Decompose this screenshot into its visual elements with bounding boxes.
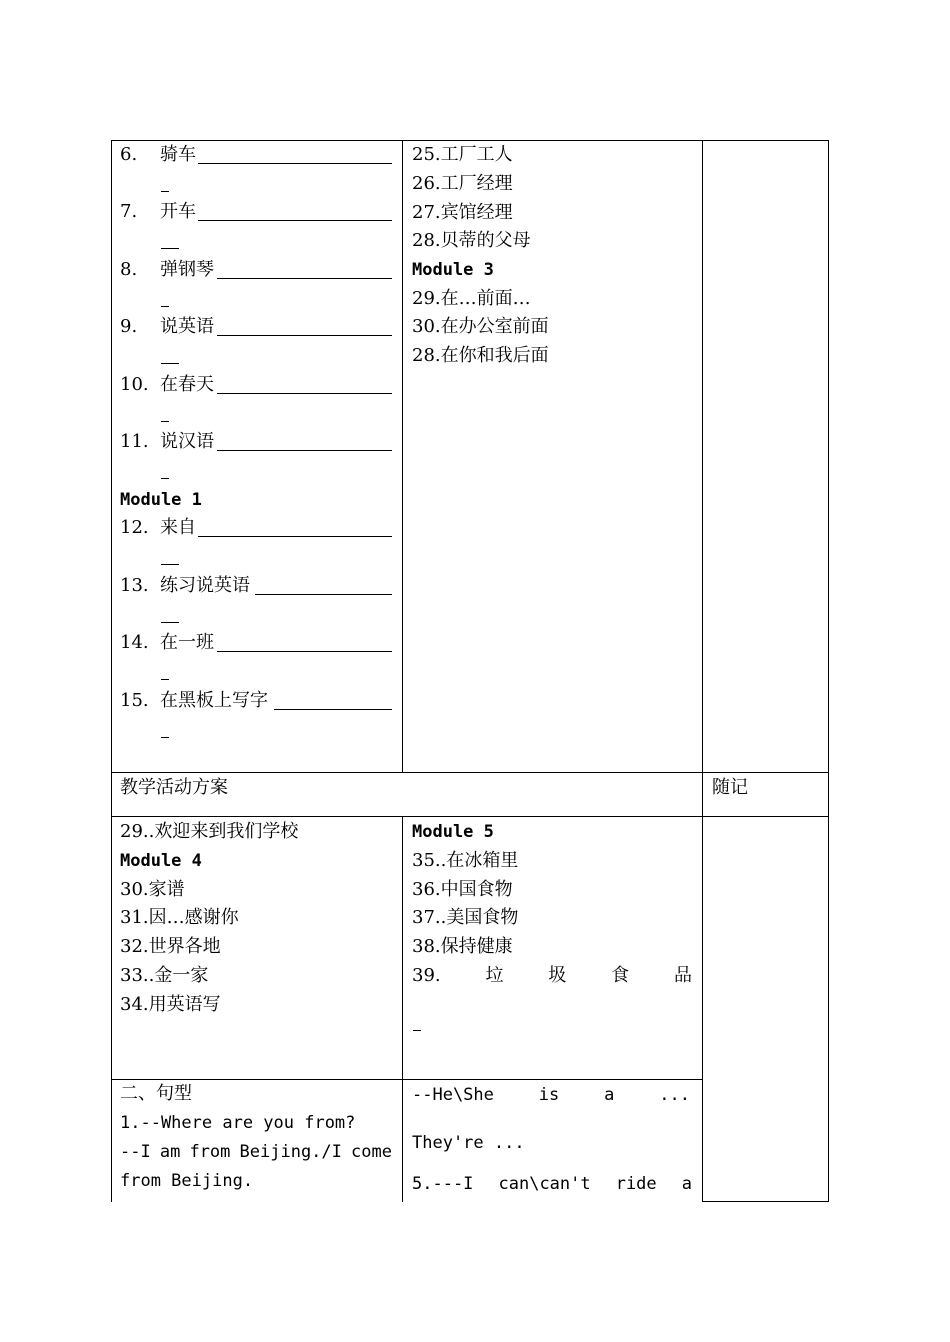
answer-blank-wrap bbox=[161, 421, 169, 422]
vocab-item-number: 13. bbox=[120, 575, 149, 596]
answer-blank bbox=[217, 393, 392, 394]
vocab-item-text: 弹钢琴 bbox=[160, 259, 214, 280]
vocab-right-item: 26.工厂经理 bbox=[412, 173, 513, 194]
answer-blank-wrap bbox=[161, 191, 169, 192]
item-39-char: 食 bbox=[611, 965, 630, 986]
vocab-item-number: 11. bbox=[120, 431, 149, 452]
vocab-item-number: 6. bbox=[120, 144, 138, 165]
vocab-right-item: 25.工厂工人 bbox=[412, 144, 513, 165]
module1-heading: Module 1 bbox=[120, 490, 202, 510]
row3-right-item: 36.中国食物 bbox=[412, 879, 513, 900]
answer-blank-wrap bbox=[161, 564, 179, 565]
table-border-mid-3 bbox=[402, 816, 403, 1202]
section-header-title: 教学活动方案 bbox=[120, 777, 228, 798]
vocab-item-text: 来自 bbox=[160, 517, 196, 538]
answer-blank bbox=[217, 278, 392, 279]
answer-blank bbox=[217, 450, 392, 451]
table-border-left bbox=[111, 140, 112, 1202]
table-row-divider-2 bbox=[111, 816, 829, 817]
sentence-section-title: 二、句型 bbox=[120, 1083, 192, 1104]
vocab-right-item: 30.在办公室前面 bbox=[412, 316, 549, 337]
word: a bbox=[604, 1085, 615, 1105]
word: ride bbox=[615, 1174, 657, 1194]
row3-right-item: 35..在冰箱里 bbox=[412, 850, 519, 871]
item-39-char: 垃 bbox=[485, 965, 504, 986]
row3-left-item: 30.家谱 bbox=[120, 879, 185, 900]
vocab-item-text: 在春天 bbox=[160, 374, 214, 395]
row3-right-item: 38.保持健康 bbox=[412, 936, 513, 957]
answer-blank-wrap bbox=[161, 679, 169, 680]
answer-blank-wrap bbox=[161, 478, 169, 479]
sentence-line: from Beijing. bbox=[120, 1171, 254, 1191]
vocab-item-number: 9. bbox=[120, 316, 138, 337]
vocab-right-item: 27.宾馆经理 bbox=[412, 202, 513, 223]
vocab-item-text: 在一班 bbox=[160, 632, 214, 653]
table-border-right bbox=[828, 140, 829, 1202]
table-row-divider-1 bbox=[111, 772, 829, 773]
module5-heading: Module 5 bbox=[412, 822, 494, 842]
row3-right-item: 37..美国食物 bbox=[412, 907, 519, 928]
table-border-top bbox=[111, 140, 829, 141]
word: 5.---I bbox=[412, 1174, 474, 1194]
answer-blank bbox=[217, 335, 392, 336]
vocab-item-text: 骑车 bbox=[160, 144, 196, 165]
answer-blank bbox=[255, 594, 392, 595]
word: --I bbox=[120, 1142, 151, 1162]
vocab-right-item: 29.在…前面… bbox=[412, 288, 531, 309]
answer-blank bbox=[274, 709, 392, 710]
word: is bbox=[538, 1085, 560, 1105]
word: Beijing./I bbox=[239, 1142, 342, 1162]
answer-blank bbox=[198, 220, 392, 221]
sentence-line-justified bbox=[412, 1084, 690, 1106]
vocab-item-text: 说英语 bbox=[160, 316, 214, 337]
section-header-notes: 随记 bbox=[712, 777, 748, 798]
module4-heading: Module 4 bbox=[120, 851, 202, 871]
word: am bbox=[159, 1142, 181, 1162]
vocab-item-number: 15. bbox=[120, 690, 149, 711]
vocab-item-number: 8. bbox=[120, 259, 138, 280]
word: ... bbox=[659, 1085, 690, 1105]
answer-blank-wrap bbox=[161, 622, 179, 623]
answer-blank-wrap bbox=[161, 363, 179, 364]
table-border-mid bbox=[402, 140, 403, 773]
sentence-line-justified bbox=[412, 1173, 692, 1195]
vocab-item-text: 说汉语 bbox=[160, 431, 214, 452]
vocab-item-number: 14. bbox=[120, 632, 149, 653]
word: can\can't bbox=[498, 1174, 591, 1194]
vocab-item-number: 12. bbox=[120, 517, 149, 538]
vocab-item-text: 开车 bbox=[160, 201, 196, 222]
vocab-right-item: 28.在你和我后面 bbox=[412, 345, 549, 366]
vocab-item-text: 练习说英语 bbox=[160, 575, 250, 596]
word: a bbox=[681, 1174, 692, 1194]
vocab-item-text: 在黑板上写字 bbox=[160, 690, 268, 711]
item-39-char: 圾 bbox=[548, 965, 567, 986]
item-39-blank bbox=[413, 1030, 421, 1031]
vocab-item-number: 10. bbox=[120, 374, 149, 395]
word: from bbox=[189, 1142, 231, 1162]
vocab-right-item: 28.贝蒂的父母 bbox=[412, 230, 531, 251]
vocab-item-number: 7. bbox=[120, 201, 138, 222]
row3-left-item: 31.因…感谢你 bbox=[120, 907, 239, 928]
answer-blank-wrap bbox=[161, 737, 169, 738]
table-border-right-col bbox=[702, 140, 703, 1202]
sentence-line: 1.--Where are you from? bbox=[120, 1113, 356, 1133]
sentence-line-justified bbox=[120, 1141, 392, 1163]
answer-blank bbox=[198, 536, 392, 537]
answer-blank-wrap bbox=[161, 306, 169, 307]
row3-left-item: 32.世界各地 bbox=[120, 936, 221, 957]
answer-blank bbox=[217, 651, 392, 652]
answer-blank bbox=[198, 163, 392, 164]
table-row-divider-right-bottom bbox=[702, 1201, 829, 1202]
row3-left-item: 33..金一家 bbox=[120, 965, 209, 986]
row3-left-line: 29..欢迎来到我们学校 bbox=[120, 821, 299, 842]
sentence-line: They're ... bbox=[412, 1133, 525, 1153]
item-39-char: 品 bbox=[673, 965, 692, 986]
word: --He\She bbox=[412, 1085, 494, 1105]
word: come bbox=[351, 1142, 392, 1162]
answer-blank-wrap bbox=[161, 248, 179, 249]
item-39-num: 39. bbox=[412, 965, 441, 986]
row3-left-item: 34.用英语写 bbox=[120, 994, 221, 1015]
table-row-divider-3 bbox=[111, 1079, 703, 1080]
item-39-line bbox=[412, 965, 692, 987]
module3-heading: Module 3 bbox=[412, 260, 494, 280]
